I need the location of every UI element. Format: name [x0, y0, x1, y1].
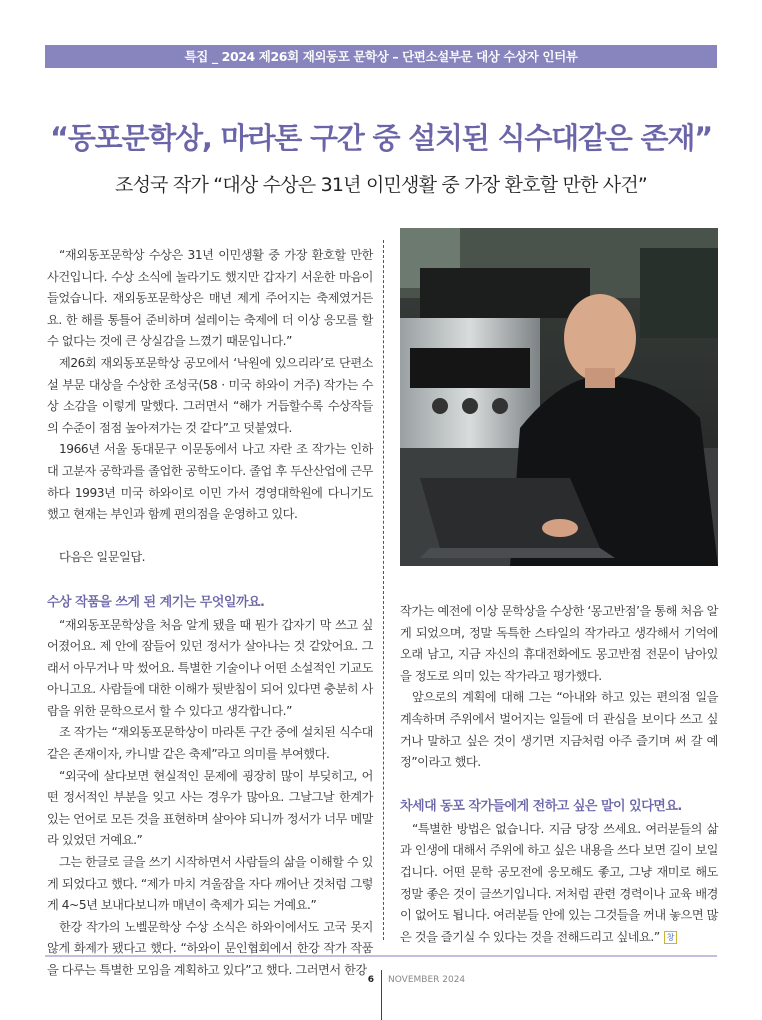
headline-title: “동포문학상, 마라톤 구간 중 설치된 식수대같은 존재” — [49, 121, 712, 155]
paragraph: 1966년 서울 동대문구 이문동에서 나고 자란 조 작가는 인하대 고분자 공학과를 졸업한 공학도이다. 졸업 후 두산산업에 근무하다 1993년 미국 하와이로 이민 가서 경영대학원에 다니기도 했고 현재는 부인과 함께 편의점을 운영하고 있다. — [47, 442, 373, 522]
page-number: 6 — [367, 975, 374, 985]
paragraph — [400, 819, 718, 949]
author-portrait-photo — [400, 228, 718, 566]
answer-text: “특별한 방법은 없습니다. 지금 당장 쓰세요. 여러분들의 삶과 인생에 대해서 주위에 하고 싶은 내용을 쓰다 보면 길이 보일 겁니다. 어떤 문학 공모전에 응모해도 좋고, 그냥 재미로 해도 정말 좋은 것이 글쓰기입니다. 저처럼 관련 경력이나 교육 배경이 없어도 됩니다. 여러분들 안에 있는 그것들을 꺼내 놓으면 많은 것을 즐기실 수 있다는 것을 전해드리고 싶네요.” — [400, 821, 718, 944]
photo-illustration — [400, 228, 718, 566]
question-heading: 차세대 동포 작가들에게 전하고 싶은 말이 있다면요. — [400, 798, 682, 814]
end-mark-icon: 창 — [664, 931, 677, 944]
section-banner: 특집 _ 2024 제26회 재외동포 문학상 – 단편소설부문 대상 수상자 인터뷰 — [45, 45, 717, 68]
right-column — [400, 601, 718, 948]
paragraph: 한강 작가의 노벨문학상 수상 소식은 하와이에서도 고국 못지않게 화제가 됐다고 했다. “하와이 문인협회에서 한강 작가 작품을 다루는 특별한 모임을 계획하고 있다”고 했다. 그러면서 한강 — [47, 919, 373, 977]
column-divider — [383, 240, 384, 940]
paragraph: “재외동포문학상을 처음 알게 됐을 때 뭔가 갑자기 막 쓰고 싶어졌어요. 제 안에 잠들어 있던 정서가 살아나는 것 같았어요. 그래서 아무거나 막 썼어요. 특별한 기술이나 어떤 소설적인 기교도 아니고요. 사람들에 대한 이해가 뒷받침이 되어 있다면 충분히 사람을 위한 문학으로서 할 수 있다고 생각합니다.” — [47, 617, 373, 718]
paragraph: 다음은 일문일답. — [59, 550, 146, 565]
paragraph: 앞으로의 계획에 대해 그는 “아내와 하고 있는 편의점 일을 계속하며 주위에서 벌어지는 일들에 더 관심을 보이다 쓰고 싶거나 말하고 싶은 것이 생기면 지금처럼 아주 즐기며 써 갈 예정”이라고 했다. — [400, 690, 718, 770]
paragraph: 그는 한글로 글을 쓰기 시작하면서 사람들의 삶을 이해할 수 있게 되었다고 했다. “제가 마치 겨울잠을 자다 깨어난 것처럼 그렇게 4~5년 보내다보니까 매년이 축제가 되는 거예요.” — [47, 855, 373, 913]
footer-divider — [381, 970, 382, 1020]
paragraph: “재외동포문학상 수상은 31년 이민생활 중 가장 환호할 만한 사건입니다. 수상 소식에 놀라기도 했지만 갑자기 서운한 마음이 들었습니다. 재외동포문학상은 매년 제게 주어지는 축제였거든요. 한 해를 통틀어 준비하며 설레이는 축제에 더 이상 응모를 할 수 없다는 것에 큰 상실감을 느꼈기 때문입니다.” — [47, 248, 373, 349]
paragraph: 제26회 재외동포문학상 공모에서 ‘낙원에 있으리라’로 단편소설 부문 대상을 수상한 조성국(58 · 미국 하와이 거주) 작가는 수상 소감을 이렇게 말했다. 그러면서 “해가 거듭할수록 수상작들의 수준이 점점 높아져가는 것 같다”고 덧붙였다. — [47, 355, 373, 435]
question-heading: 수상 작품을 쓰게 된 계기는 무엇일까요. — [47, 594, 265, 610]
headline-subtitle: 조성국 작가 “대상 수상은 31년 이민생활 중 가장 환호할 만한 사건” — [115, 174, 647, 196]
issue-date: NOVEMBER 2024 — [388, 975, 466, 985]
paragraph: 조 작가는 “재외동포문학상이 마라톤 구간 중에 설치된 식수대 같은 존재이자, 카니발 같은 축제”라고 의미를 부여했다. — [47, 725, 373, 762]
paragraph: “외국에 살다보면 현실적인 문제에 굉장히 많이 부딪히고, 어떤 정서적인 부분을 잊고 사는 경우가 많아요. 그날그날 한계가 있는 언어로 모든 것을 표현하며 살아야 되니까 정서가 너무 메말라 있었던 거예요.” — [47, 768, 373, 848]
footer-rule — [45, 955, 717, 957]
left-column — [47, 245, 373, 982]
paragraph: 작가는 예전에 이상 문학상을 수상한 ‘몽고반점’을 통해 처음 알게 되었으며, 정말 독특한 스타일의 작가라고 생각해서 기억에 오래 남고, 지금 자신의 휴대전화에도 몽고반점 전문이 남아있을 정도로 의미 있는 작가라고 평가했다. — [400, 604, 718, 683]
